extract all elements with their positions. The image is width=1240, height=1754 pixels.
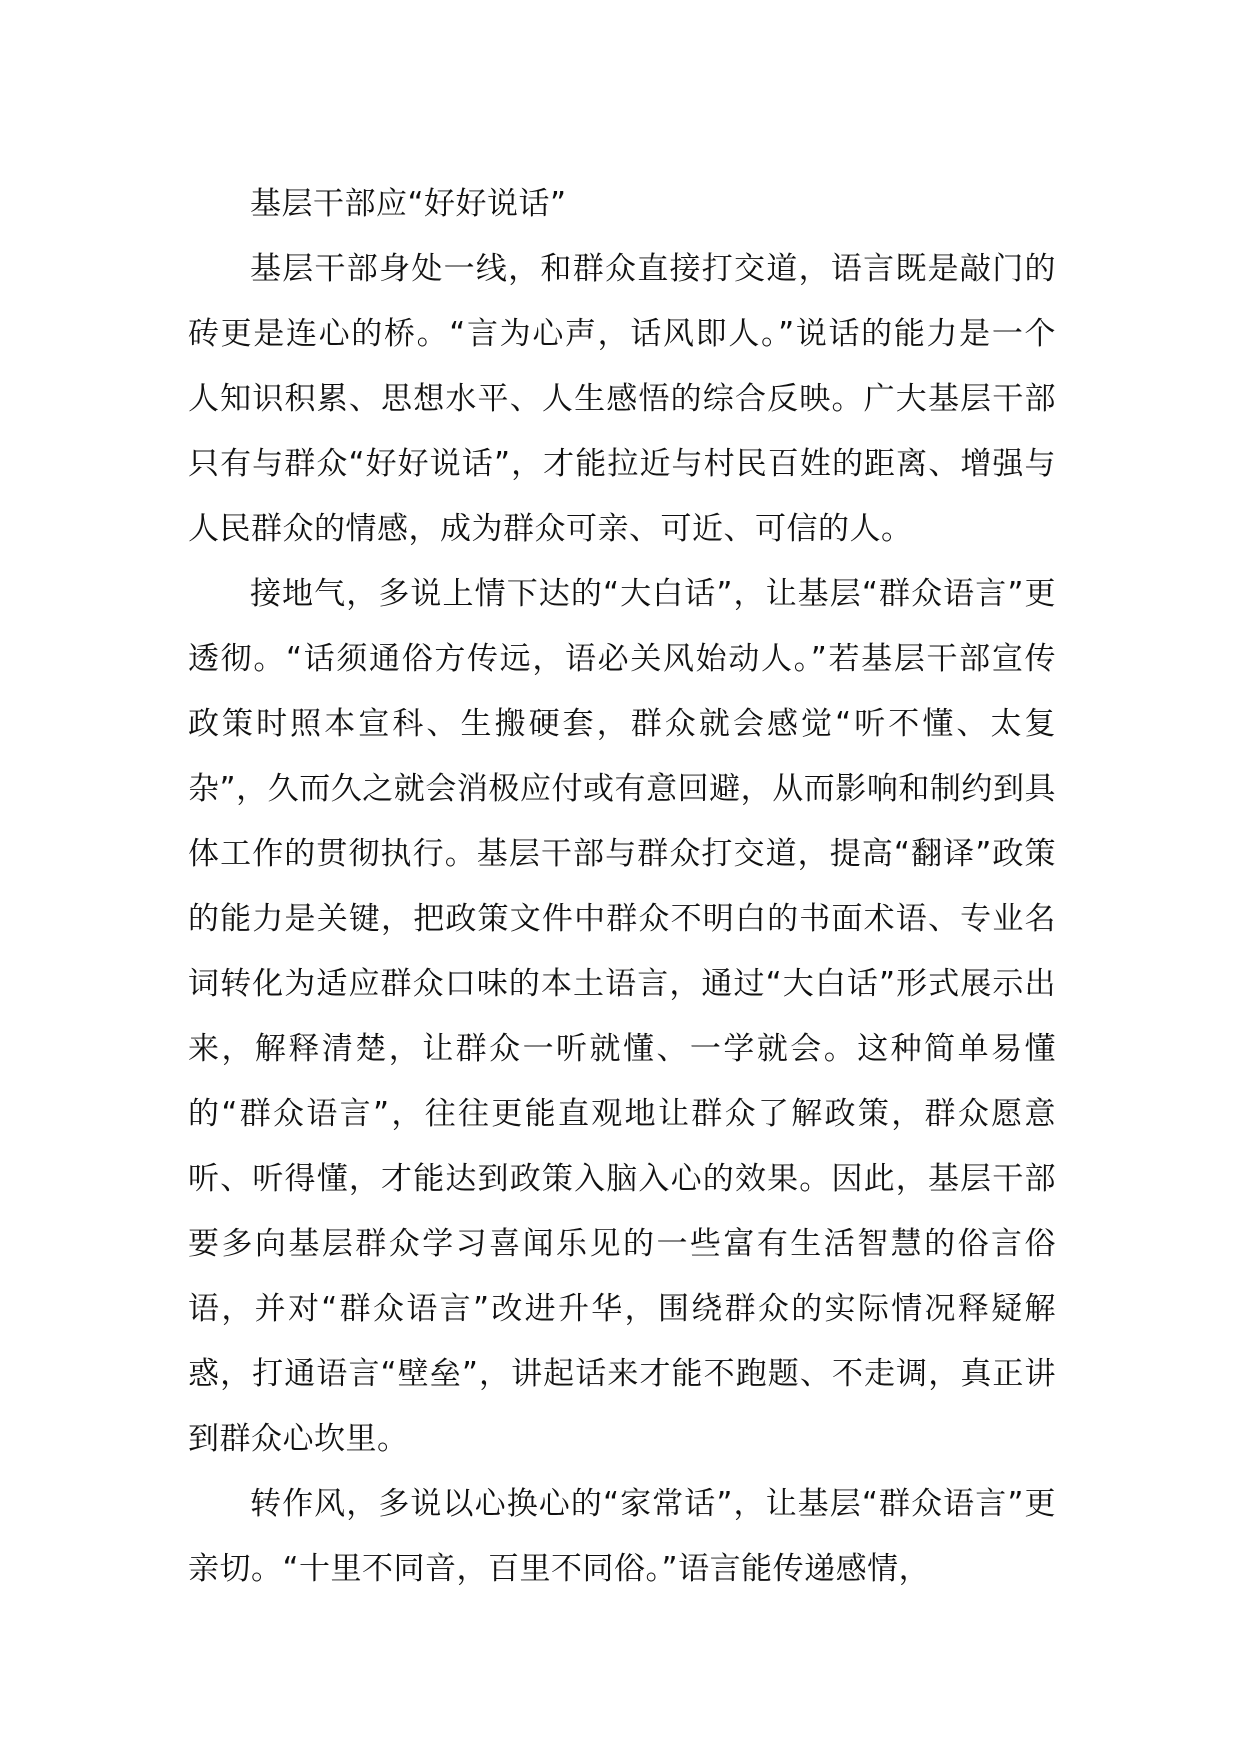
paragraph-3: 转作风，多说以心换心的“家常话”，让基层“群众语言”更亲切。“十里不同音，百里不同俗。”语言能传递感情， (188, 1486, 1056, 1587)
document-title: 基层干部应“好好说话” (250, 186, 567, 222)
document-body (188, 172, 1056, 1602)
paragraph-2: 接地气，多说上情下达的“大白话”，让基层“群众语言”更透彻。“话须通俗方传远，语必关风始动人。”若基层干部宣传政策时照本宣科、生搬硬套，群众就会感觉“听不懂、太复杂”，久而久之就会消极应付或有意回避，从而影响和制约到具体工作的贯彻执行。基层干部与群众打交道，提高“翻译”政策的能力是关键，把政策文件中群众不明白的书面术语、专业名词转化为适应群众口味的本土语言，通过“大白话”形式展示出来，解释清楚，让群众一听就懂、一学就会。这种简单易懂的“群众语言”，往往更能直观地让群众了解政策，群众愿意听、听得懂，才能达到政策入脑入心的效果。因此，基层干部要多向基层群众学习喜闻乐见的一些富有生活智慧的俗言俗语，并对“群众语言”改进升华，围绕群众的实际情况释疑解惑，打通语言“壁垒”，讲起话来才能不跑题、不走调，真正讲到群众心坎里。 (188, 576, 1056, 1457)
paragraph-1: 基层干部身处一线，和群众直接打交道，语言既是敲门的砖更是连心的桥。“言为心声，话风即人。”说话的能力是一个人知识积累、思想水平、人生感悟的综合反映。广大基层干部只有与群众“好好说话”，才能拉近与村民百姓的距离、增强与人民群众的情感，成为群众可亲、可近、可信的人。 (188, 251, 1056, 547)
